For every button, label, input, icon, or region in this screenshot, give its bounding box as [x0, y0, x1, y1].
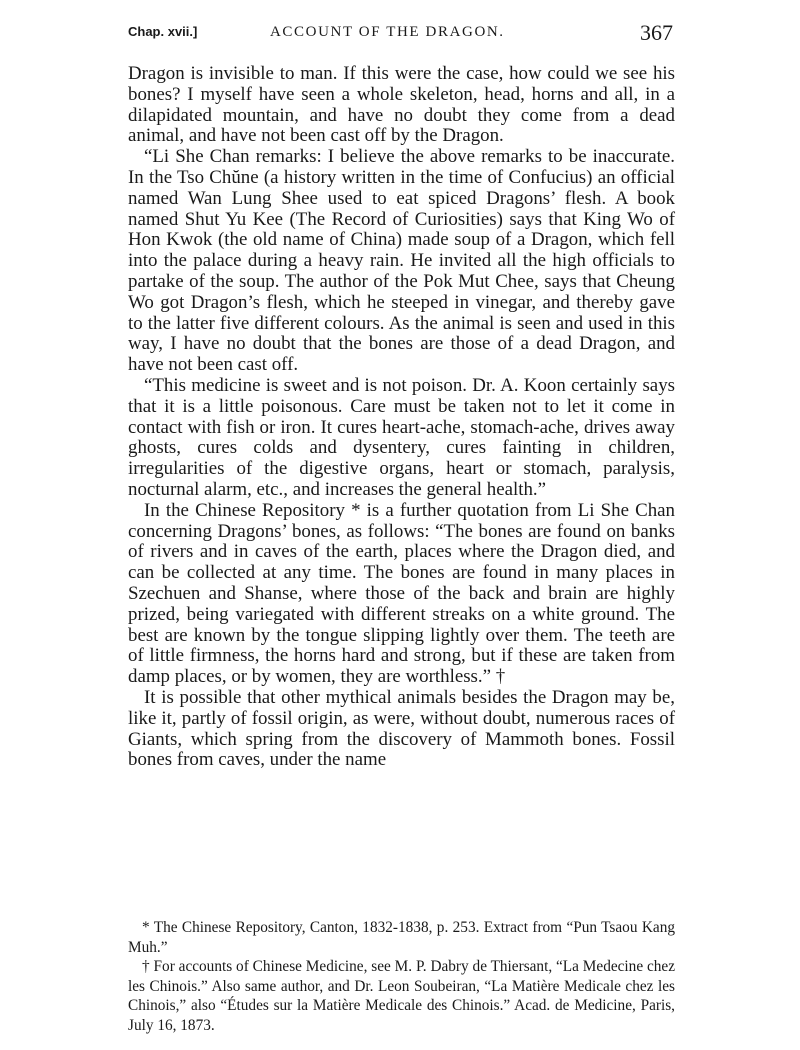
paragraph: It is possible that other mythical animals besides the Dragon may be, like it, partly of fossil origin, as were, without doubt, numerous races of Giants, which spring from the discovery of Mammoth bones. Fossil bones from caves, under the name: [128, 686, 675, 771]
running-head: [128, 18, 675, 58]
paragraph: “Li She Chan remarks: I believe the above remarks to be inaccurate. In the Tso Chŭne (a history written in the time of Confucius) an official named Wan Lung Shee used to eat spiced Dragons’ flesh. A book named Shut Yu Kee (The Record of Curiosities) says that King Wo of Hon Kwok (the old name of China) made soup of a Dragon, which fell into the palace during a heavy rain. He invited all the high officials to partake of the soup. The author of the Pok Mut Chee, says that Cheung Wo got Dragon’s flesh, which he steeped in vinegar, and thereby gave to the latter five different colours. As the animal is seen and used in this way, I have no doubt that the bones are those of a dead Dragon, and have not been cast off.: [128, 146, 675, 376]
running-title: ACCOUNT OF THE DRAGON.: [270, 24, 505, 40]
body-text: [128, 64, 675, 771]
page-number: 367: [640, 20, 673, 45]
footnote: * The Chinese Repository, Canton, 1832-1838, p. 253. Extract from “Pun Tsaou Kang Muh.”: [128, 919, 675, 956]
footnote: † For accounts of Chinese Medicine, see M. P. Dabry de Thiersant, “La Medecine chez les Chinois.” Also same author, and Dr. Leon Soubeiran, “La Matière Medicale chez les Chinois,” also “Études sur la Matière Medicale des Chinois.” Acad. de Medicine, Paris, July 16, 1873.: [128, 958, 675, 1034]
paragraph: Dragon is invisible to man. If this were the case, how could we see his bones? I myself have seen a whole skeleton, head, horns and all, in a dilapidated mountain, and have no doubt they come from a dead animal, and have not been cast off by the Dragon.: [128, 63, 675, 147]
paragraph: In the Chinese Repository * is a further quotation from Li She Chan concerning Dragons’ bones, as follows: “The bones are found on banks of rivers and in caves of the earth, places where the Dragon died, and can be collected at any time. The bones are found in many places in Szechuen and Shanse, where those of the back and brain are highly prized, being variegated with different streaks on a white ground. The best are known by the tongue slipping lightly over them. The teeth are of little firmness, the horns hard and strong, but if these are taken from damp places, or by women, they are worthless.” †: [128, 499, 675, 688]
chapter-label: Chap. xvii.]: [128, 24, 198, 39]
paragraph: “This medicine is sweet and is not poison. Dr. A. Koon certainly says that it is a little poisonous. Care must be taken not to let it come in contact with fish or iron. It cures heart-ache, stomach-ache, drives away ghosts, cures colds and dysentery, cures fainting in children, irregularities of the digestive organs, heart or stomach, paralysis, nocturnal alarm, etc., and increases the general health.”: [128, 374, 675, 500]
footnotes: [128, 918, 675, 1035]
book-page: [128, 18, 675, 1034]
